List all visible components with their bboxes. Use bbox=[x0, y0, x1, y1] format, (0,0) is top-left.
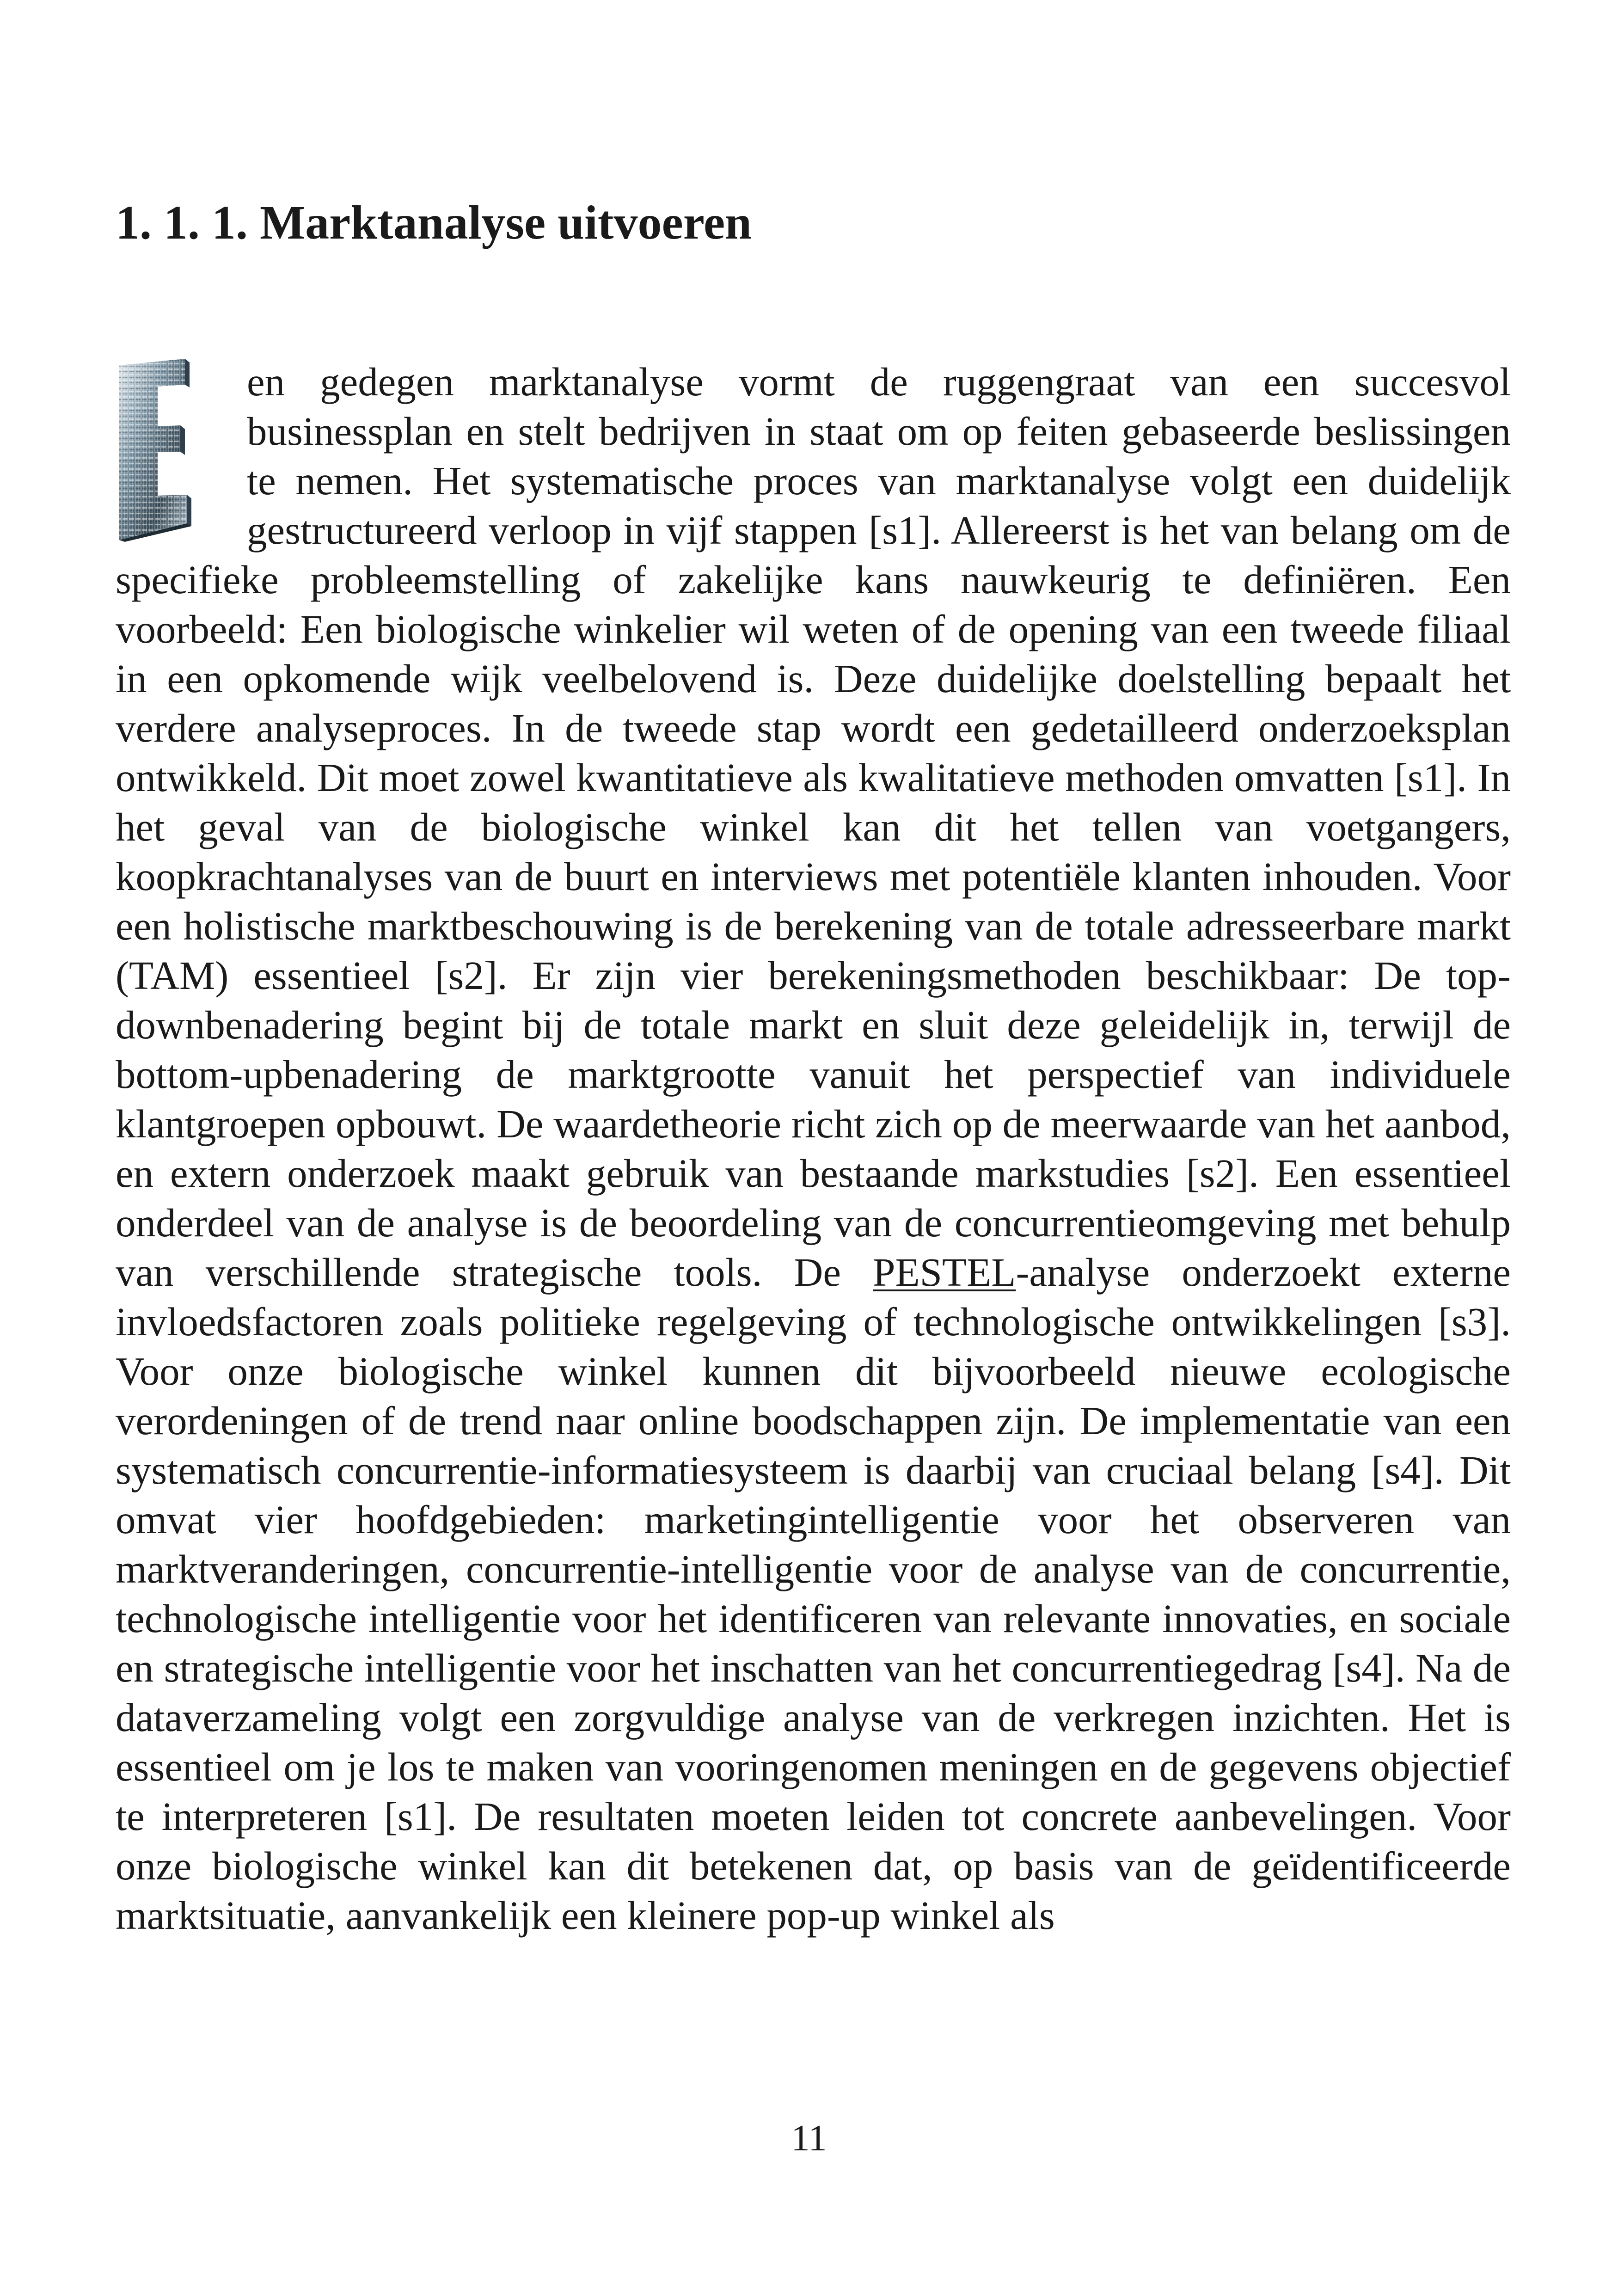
body-paragraph bbox=[116, 357, 1511, 1940]
pestel-link[interactable]: PESTEL bbox=[873, 1250, 1016, 1295]
paragraph-text-part-2: -analyse onderzoekt externe invloedsfactoren zoals politieke regelgeving of technologische ontwikkelingen [s3]. Voor onze biologische winkel kunnen dit bijvoorbeeld nieuwe ecologische verordeningen of de trend naar online boodschappen zijn. De implementatie van een systematisch concurrentie-informatiesysteem is daarbij van cruciaal belang [s4]. Dit omvat vier hoofdgebieden: marketingintelligentie voor het observeren van marktveranderingen, concurrentie-intelligentie voor de analyse van de concurrentie, technologische intelligentie voor het identificeren van relevante innovaties, en sociale en strategische intelligentie voor het inschatten van het concurrentiegedrag [s4]. Na de dataverzameling volgt een zorgvuldige analyse van de verkregen inzichten. Het is essentieel om je los te maken van vooringenomen meningen en de gegevens objectief te interpreteren [s1]. De resultaten moeten leiden tot concrete aanbevelingen. Voor onze biologische winkel kan dit betekenen dat, op basis van de geïdentificeerde marktsituatie, aanvankelijk een kleinere pop-up winkel als bbox=[116, 1250, 1511, 1938]
paragraph-text-part-1: en gedegen marktanalyse vormt de ruggengraat van een succesvol businessplan en stelt bedrijven in staat om op feiten gebaseerde beslissingen te nemen. Het systematische proces van marktanalyse volgt een duidelijk gestructureerd verloop in vijf stappen [s1]. Allereerst is het van belang om de specifieke probleemstelling of zakelijke kans nauwkeurig te definiëren. Een voorbeeld: Een biologische winkelier wil weten of de opening van een tweede filiaal in een opkomende wijk veelbelovend is. Deze duidelijke doelstelling bepaalt het verdere analyseproces. In de tweede stap wordt een gedetailleerd onderzoeksplan ontwikkeld. Dit moet zowel kwantitatieve als kwalitatieve methoden omvatten [s1]. In het geval van de biologische winkel kan dit het tellen van voetgangers, koopkrachtanalyses van de buurt en interviews met potentiële klanten inhouden. Voor een holistische marktbeschouwing is de berekening van de totale adresseerbare markt (TAM) essentieel [s2]. Er zijn vier berekeningsmethoden beschikbaar: De top-downbenadering begint bij de totale markt en sluit deze geleidelijk in, terwijl de bottom-upbenadering de marktgrootte vanuit het perspectief van individuele klantgroepen opbouwt. De waardetheorie richt zich op de meerwaarde van het aanbod, en extern onderzoek maakt gebruik van bestaande markstudies [s2]. Een essentieel onderdeel van de analyse is de beoordeling van de concurrentieomgeving met behulp van verschillende strategische tools. De bbox=[116, 359, 1511, 1295]
dropcap-e-image bbox=[116, 357, 233, 542]
section-heading: 1. 1. 1. Marktanalyse uitvoeren bbox=[116, 196, 752, 249]
page-number: 11 bbox=[791, 2118, 827, 2159]
